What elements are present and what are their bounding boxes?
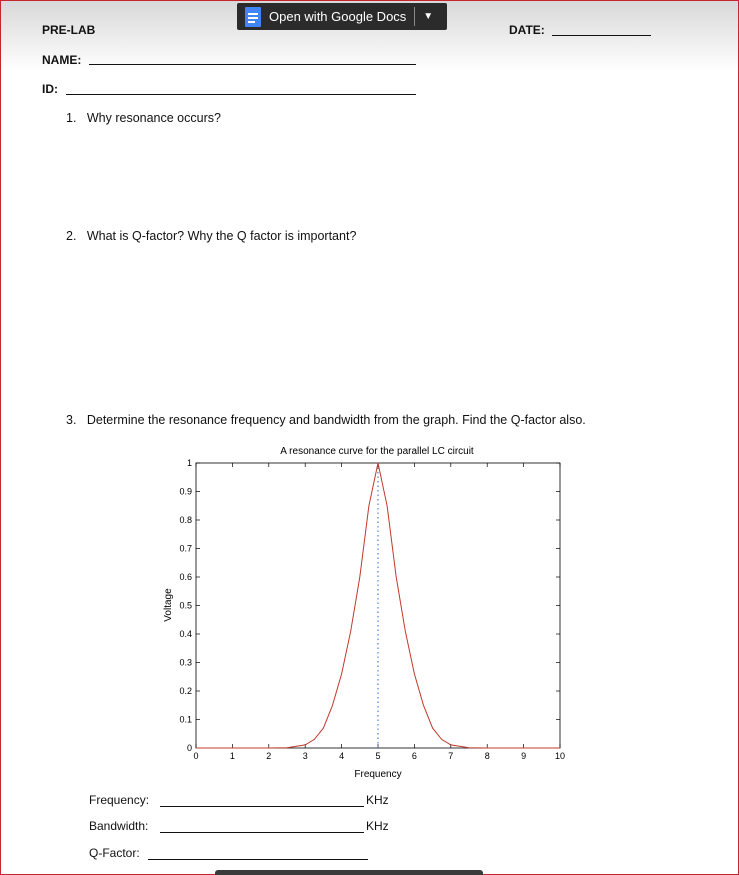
y-tick-label: 0.2 bbox=[179, 686, 192, 696]
frequency-line bbox=[160, 806, 364, 807]
x-tick-label: 3 bbox=[302, 751, 308, 761]
y-tick-label: 0.1 bbox=[179, 714, 192, 725]
resonance-curve bbox=[196, 463, 560, 748]
question-3: 3. Determine the resonance frequency and bandwidth from the graph. Find the Q-factor also. bbox=[66, 413, 586, 427]
x-tick-label: 5 bbox=[375, 751, 381, 761]
date-label: DATE: bbox=[509, 23, 545, 37]
y-tick-label: 1 bbox=[186, 458, 192, 468]
x-axis-label: Frequency bbox=[354, 769, 402, 780]
button-separator bbox=[414, 7, 415, 26]
x-tick-label: 0 bbox=[193, 751, 199, 761]
x-tick-label: 6 bbox=[411, 751, 417, 761]
y-tick-label: 0.9 bbox=[179, 486, 192, 497]
y-axis-label: Voltage bbox=[163, 588, 174, 622]
name-label: NAME: bbox=[42, 53, 82, 67]
y-tick-label: 0.3 bbox=[179, 657, 192, 668]
qfactor-line bbox=[148, 859, 368, 860]
id-line bbox=[66, 94, 416, 95]
bandwidth-label: Bandwidth: bbox=[89, 819, 149, 833]
y-tick-label: 0.8 bbox=[179, 515, 192, 525]
name-line bbox=[89, 64, 416, 65]
bandwidth-unit: KHz bbox=[366, 819, 389, 833]
y-tick-label: 0 bbox=[186, 743, 192, 753]
plot-area bbox=[196, 463, 560, 748]
y-tick-label: 0.7 bbox=[179, 543, 192, 554]
frequency-label: Frequency: bbox=[89, 793, 150, 807]
open-with-google-docs-button[interactable] bbox=[237, 3, 447, 30]
chart-title: A resonance curve for the parallel LC circuit bbox=[280, 446, 474, 457]
date-line bbox=[552, 35, 651, 36]
x-tick-label: 10 bbox=[554, 751, 566, 761]
frequency-unit: KHz bbox=[366, 793, 389, 807]
resonance-chart bbox=[150, 438, 580, 783]
question-2: 2. What is Q-factor? Why the Q factor is important? bbox=[66, 229, 357, 243]
x-tick-label: 8 bbox=[484, 751, 490, 761]
dropdown-caret-icon[interactable]: ▼ bbox=[423, 11, 434, 22]
y-tick-label: 0.5 bbox=[179, 600, 192, 611]
id-label: ID: bbox=[42, 82, 58, 96]
x-tick-label: 9 bbox=[521, 751, 527, 761]
x-tick-label: 4 bbox=[339, 751, 345, 761]
y-tick-label: 0.6 bbox=[179, 572, 192, 582]
x-tick-label: 1 bbox=[229, 751, 235, 761]
y-tick-label: 0.4 bbox=[179, 629, 192, 639]
open-with-label: Open with Google Docs bbox=[269, 9, 407, 24]
x-tick-label: 7 bbox=[448, 751, 454, 761]
bottom-toolbar-edge bbox=[215, 870, 483, 875]
x-tick-label: 2 bbox=[266, 751, 272, 761]
question-1: 1. Why resonance occurs? bbox=[66, 111, 221, 125]
qfactor-label: Q-Factor: bbox=[89, 846, 140, 860]
bandwidth-line bbox=[160, 832, 364, 833]
prelab-heading: PRE-LAB bbox=[42, 23, 96, 37]
google-docs-icon bbox=[245, 7, 261, 27]
